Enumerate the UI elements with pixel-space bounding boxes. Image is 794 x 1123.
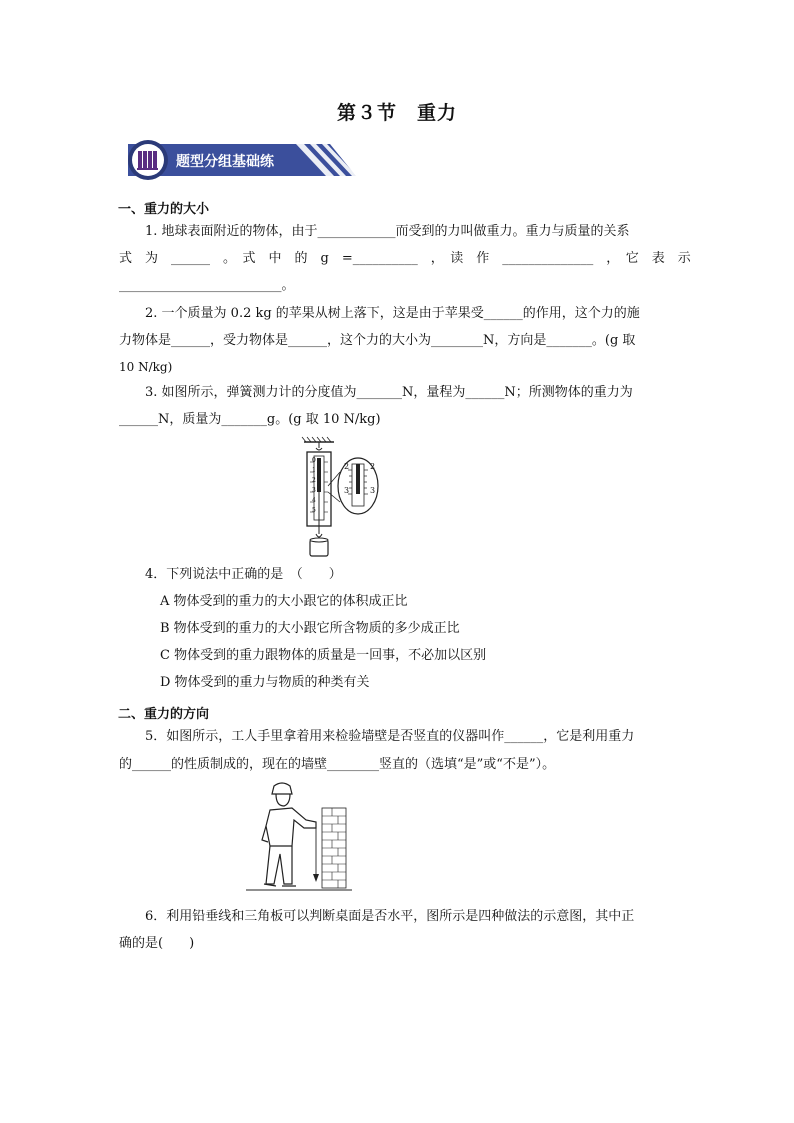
scale-label-2: 2 — [312, 477, 316, 484]
zoom-label-right-top: 2 — [370, 462, 376, 471]
worker-plumb-line-figure — [246, 780, 356, 894]
banner-label: 题型分组基础练 — [176, 154, 274, 170]
q2-line-1: 2. 一个质量为 0.2 kg 的苹果从树上落下，这是由于苹果受______的作用，这个力的施 — [145, 306, 640, 321]
q5-line-1: 5．如图所示，工人手里拿着用来检验墙壁是否竖直的仪器叫作______，它是利用重力 — [145, 729, 635, 744]
q4-option-c: C 物体受到的重力跟物体的质量是一回事，不必加以区别 — [160, 648, 487, 663]
q6-line-1: 6．利用铅垂线和三角板可以判断桌面是否水平，图所示是四种做法的示意图，其中正 — [145, 909, 635, 924]
q5-line-2: 的______的性质制成的，现在的墙壁________竖直的（选填“是”或“不是”）。 — [119, 757, 556, 772]
scale-label-3: 3 — [312, 487, 316, 494]
q1-line-2: 式 为 ______ 。 式 中 的 g =__________ ， 读 作 ______________ ， 它 表 示 — [119, 251, 691, 266]
q1-line-1: 1. 地球表面附近的物体，由于____________而受到的力叫做重力。重力与质量的关系 — [145, 224, 630, 239]
page-title: 第３节 重力 — [336, 102, 457, 124]
q3-line-1: 3. 如图所示，弹簧测力计的分度值为_______N，量程为______N；所测物体的重力为 — [145, 385, 633, 400]
scale-label-1: 1 — [312, 467, 316, 474]
scale-label-5: 5 — [312, 507, 316, 514]
scale-label-0: 0 — [312, 457, 316, 464]
zoom-label-left-top: 2 — [344, 462, 350, 471]
q2-line-3: 10 N/kg) — [119, 360, 173, 374]
q1-line-3: _________________________。 — [119, 278, 295, 293]
q2-line-2: 力物体是______，受力物体是______，这个力的大小为________N，方向是_______。(g 取 — [119, 333, 636, 348]
q4-stem: 4．下列说法中正确的是 （ ） — [145, 567, 342, 582]
section-heading-1: 一、重力的大小 — [118, 202, 210, 217]
book-icon — [136, 148, 160, 172]
zoom-label-right-bottom: 3 — [370, 486, 376, 495]
q3-line-2: ______N，质量为_______g。(g 取 10 N/kg) — [119, 412, 381, 427]
q4-option-b: B 物体受到的重力的大小跟它所含物质的多少成正比 — [160, 621, 460, 636]
q4-option-d: D 物体受到的重力与物质的种类有关 — [160, 675, 370, 690]
section-heading-2: 二、重力的方向 — [118, 707, 210, 722]
q4-option-a: A 物体受到的重力的大小跟它的体积成正比 — [160, 594, 408, 609]
scale-label-4: 4 — [312, 497, 316, 504]
zoom-label-left-bottom: 3 — [344, 486, 350, 495]
spring-scale-figure — [290, 436, 390, 560]
q6-line-2: 确的是( ) — [119, 936, 195, 951]
